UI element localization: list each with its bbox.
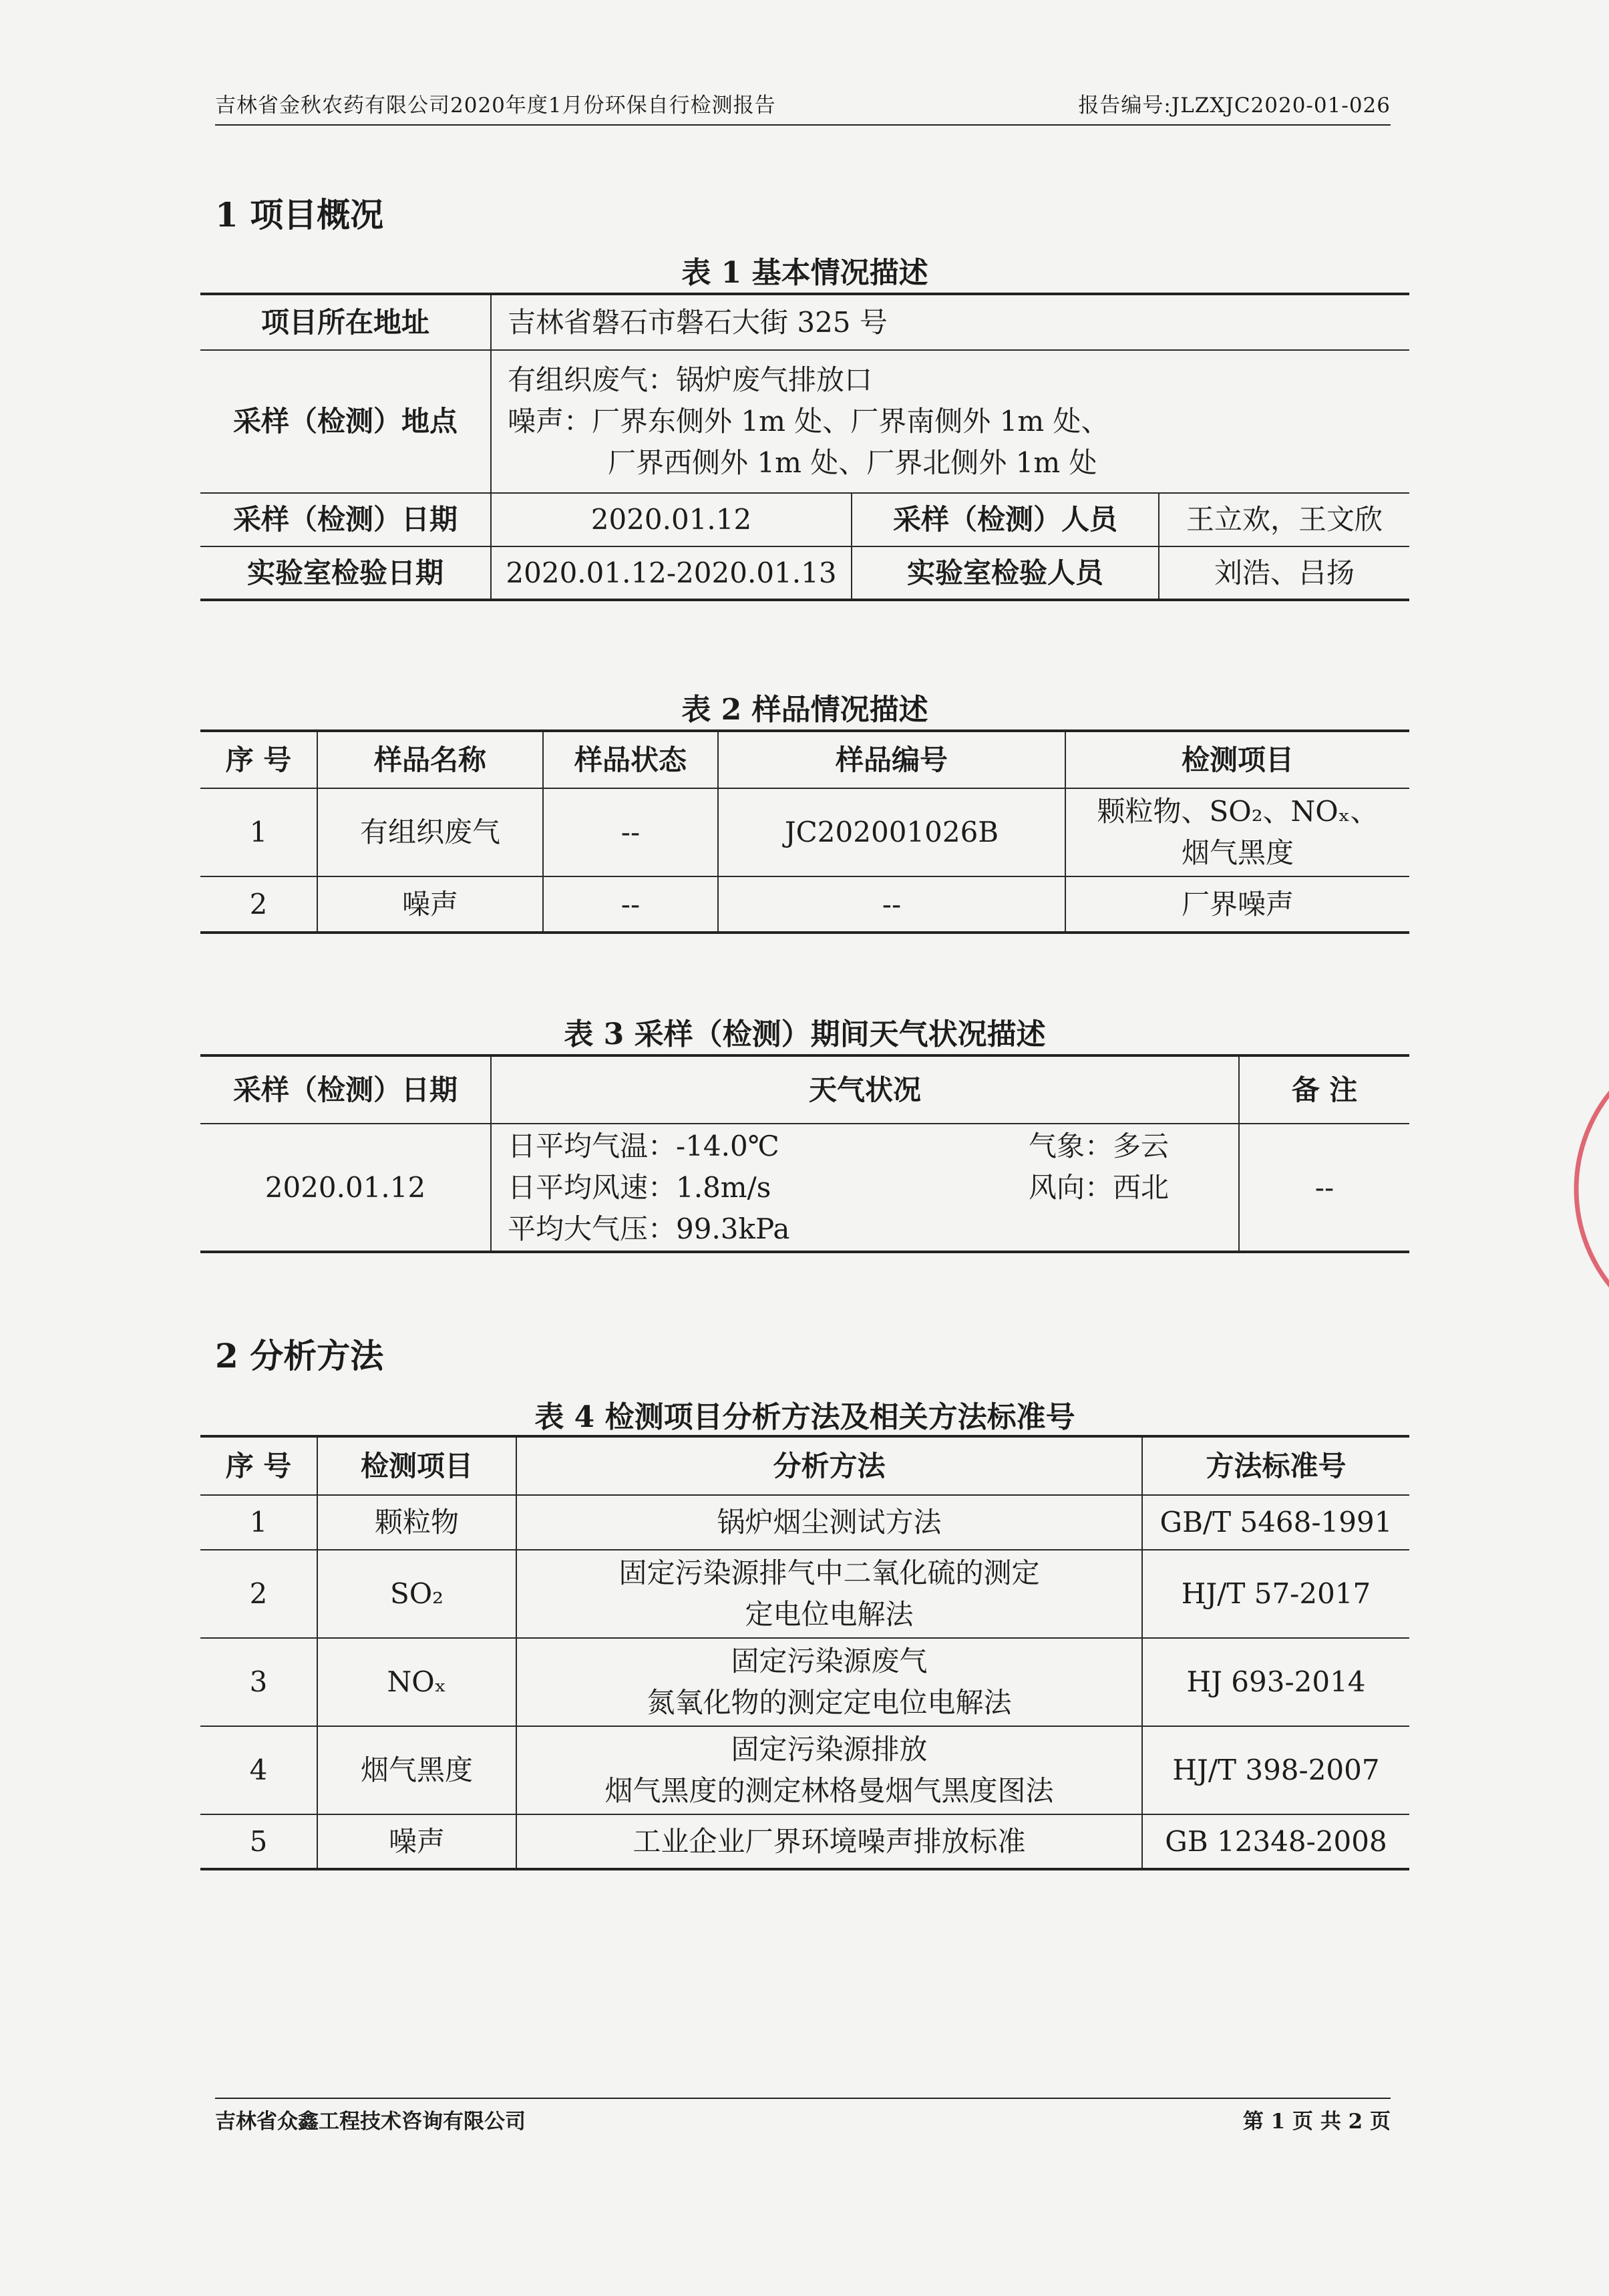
table-row bbox=[200, 1638, 1409, 1726]
report-header bbox=[215, 88, 1391, 118]
table-row bbox=[200, 1550, 1409, 1638]
t4-r2-method-b: 定电位电解法 bbox=[745, 1598, 914, 1631]
t3-temp: 日平均气温：-14.0℃ bbox=[508, 1129, 779, 1162]
t4-r3-item: NOₓ bbox=[317, 1638, 516, 1726]
report-footer bbox=[215, 2104, 1391, 2134]
lab-person-value: 刘浩、吕扬 bbox=[1159, 546, 1409, 600]
location-label: 采样（检测）地点 bbox=[200, 350, 491, 493]
sample-person-label: 采样（检测）人员 bbox=[852, 493, 1159, 546]
t2-r1-items-b: 烟气黑度 bbox=[1181, 836, 1294, 869]
address-label: 项目所在地址 bbox=[200, 294, 491, 350]
t4-r2-method-a: 固定污染源排气中二氧化硫的测定 bbox=[618, 1556, 1040, 1589]
table-row bbox=[200, 1726, 1409, 1814]
t4-r2-no: 2 bbox=[200, 1550, 317, 1638]
t4-r3-std: HJ 693-2014 bbox=[1142, 1638, 1409, 1726]
t3-header-note: 备 注 bbox=[1239, 1055, 1409, 1124]
t2-header-items: 检测项目 bbox=[1065, 731, 1409, 788]
t3-note: -- bbox=[1239, 1124, 1409, 1252]
location-line-2: 噪声：厂界东侧外 1m 处、厂界南侧外 1m 处、 bbox=[508, 405, 1109, 438]
t4-r2-item: SO₂ bbox=[317, 1550, 516, 1638]
table-row bbox=[200, 876, 1409, 933]
t2-r2-no: 2 bbox=[200, 876, 317, 933]
report-title: 吉林省金秋农药有限公司2020年度1月份环保自行检测报告 bbox=[215, 94, 776, 118]
t4-r4-method-b: 烟气黑度的测定林格曼烟气黑度图法 bbox=[604, 1774, 1054, 1807]
basic-info-table bbox=[200, 293, 1409, 601]
t4-r1-item: 颗粒物 bbox=[317, 1495, 516, 1550]
t2-r2-name: 噪声 bbox=[317, 876, 543, 933]
t3-date: 2020.01.12 bbox=[200, 1124, 491, 1252]
t4-r1-std: GB/T 5468-1991 bbox=[1142, 1495, 1409, 1550]
t4-r3-method-b: 氮氧化物的测定定电位电解法 bbox=[647, 1686, 1012, 1719]
table-row bbox=[200, 1814, 1409, 1869]
t4-r5-no: 5 bbox=[200, 1814, 317, 1869]
t2-r1-name: 有组织废气 bbox=[317, 788, 543, 876]
t2-header-code: 样品编号 bbox=[718, 731, 1065, 788]
t3-header-weather: 天气状况 bbox=[491, 1055, 1239, 1124]
weather-table bbox=[200, 1054, 1409, 1253]
page-number: 第 1 页 共 2 页 bbox=[1242, 2110, 1391, 2134]
t4-r5-item: 噪声 bbox=[317, 1814, 516, 1869]
t4-r4-method-a: 固定污染源排放 bbox=[731, 1733, 928, 1766]
t4-r3-no: 3 bbox=[200, 1638, 317, 1726]
location-value bbox=[491, 350, 1409, 493]
t2-header-name: 样品名称 bbox=[317, 731, 543, 788]
t2-r1-code: JC202001026B bbox=[718, 788, 1065, 876]
location-line-3: 厂界西侧外 1m 处、厂界北侧外 1m 处 bbox=[608, 446, 1097, 479]
section-title-analysis: 2 分析方法 bbox=[215, 1336, 384, 1375]
red-stamp bbox=[1556, 1029, 1609, 1349]
t4-r4-no: 4 bbox=[200, 1726, 317, 1814]
t2-r2-items: 厂界噪声 bbox=[1065, 876, 1409, 933]
t4-r2-std: HJ/T 57-2017 bbox=[1142, 1550, 1409, 1638]
t4-r4-method bbox=[516, 1726, 1142, 1814]
lab-date-label: 实验室检验日期 bbox=[200, 546, 491, 600]
address-value: 吉林省磐石市磐石大街 325 号 bbox=[491, 294, 1409, 350]
table3-caption: 表 3 采样（检测）期间天气状况描述 bbox=[564, 1017, 1046, 1051]
t2-r1-items-a: 颗粒物、SO₂、NOₓ、 bbox=[1097, 795, 1379, 828]
t4-header-std: 方法标准号 bbox=[1142, 1436, 1409, 1495]
t3-wind-dir: 风向：西北 bbox=[1029, 1170, 1170, 1204]
stamp-ring bbox=[1576, 1035, 1609, 1343]
t2-r1-no: 1 bbox=[200, 788, 317, 876]
t4-header-method: 分析方法 bbox=[516, 1436, 1142, 1495]
t3-wind-speed: 日平均风速：1.8m/s bbox=[508, 1170, 771, 1204]
table-row bbox=[200, 1124, 1409, 1252]
t3-pressure: 平均大气压：99.3kPa bbox=[508, 1212, 790, 1245]
t4-r1-no: 1 bbox=[200, 1495, 317, 1550]
table-row bbox=[200, 788, 1409, 876]
location-line-1: 有组织废气：锅炉废气排放口 bbox=[508, 363, 873, 396]
table4-caption: 表 4 检测项目分析方法及相关方法标准号 bbox=[534, 1400, 1075, 1434]
t4-r5-method: 工业企业厂界环境噪声排放标准 bbox=[516, 1814, 1142, 1869]
t4-header-item: 检测项目 bbox=[317, 1436, 516, 1495]
report-number: 报告编号:JLZXJC2020-01-026 bbox=[1078, 94, 1391, 118]
footer-divider bbox=[215, 2098, 1391, 2099]
sample-table bbox=[200, 729, 1409, 934]
table2-caption: 表 2 样品情况描述 bbox=[681, 693, 928, 727]
t3-weather: 气象：多云 bbox=[1029, 1129, 1170, 1162]
section-title-overview: 1 项目概况 bbox=[215, 195, 384, 234]
header-divider bbox=[215, 124, 1391, 126]
t4-r1-method: 锅炉烟尘测试方法 bbox=[516, 1495, 1142, 1550]
method-table bbox=[200, 1435, 1409, 1870]
sample-date-label: 采样（检测）日期 bbox=[200, 493, 491, 546]
lab-date-value: 2020.01.12-2020.01.13 bbox=[491, 546, 852, 600]
lab-person-label: 实验室检验人员 bbox=[852, 546, 1159, 600]
t2-header-no: 序 号 bbox=[200, 731, 317, 788]
t3-weather-cell bbox=[491, 1124, 1239, 1252]
t4-r3-method bbox=[516, 1638, 1142, 1726]
t4-r3-method-a: 固定污染源废气 bbox=[731, 1645, 928, 1677]
t2-r1-state: -- bbox=[543, 788, 718, 876]
t4-header-no: 序 号 bbox=[200, 1436, 317, 1495]
t2-r2-code: -- bbox=[718, 876, 1065, 933]
table-row bbox=[200, 1495, 1409, 1550]
footer-company: 吉林省众鑫工程技术咨询有限公司 bbox=[215, 2110, 526, 2134]
table1-caption: 表 1 基本情况描述 bbox=[681, 256, 928, 290]
t3-header-date: 采样（检测）日期 bbox=[200, 1055, 491, 1124]
t4-r4-item: 烟气黑度 bbox=[317, 1726, 516, 1814]
t4-r4-std: HJ/T 398-2007 bbox=[1142, 1726, 1409, 1814]
t2-r1-items bbox=[1065, 788, 1409, 876]
t2-r2-state: -- bbox=[543, 876, 718, 933]
t4-r2-method bbox=[516, 1550, 1142, 1638]
t4-r5-std: GB 12348-2008 bbox=[1142, 1814, 1409, 1869]
t2-header-state: 样品状态 bbox=[543, 731, 718, 788]
sample-date-value: 2020.01.12 bbox=[491, 493, 852, 546]
sample-person-value: 王立欢，王文欣 bbox=[1159, 493, 1409, 546]
